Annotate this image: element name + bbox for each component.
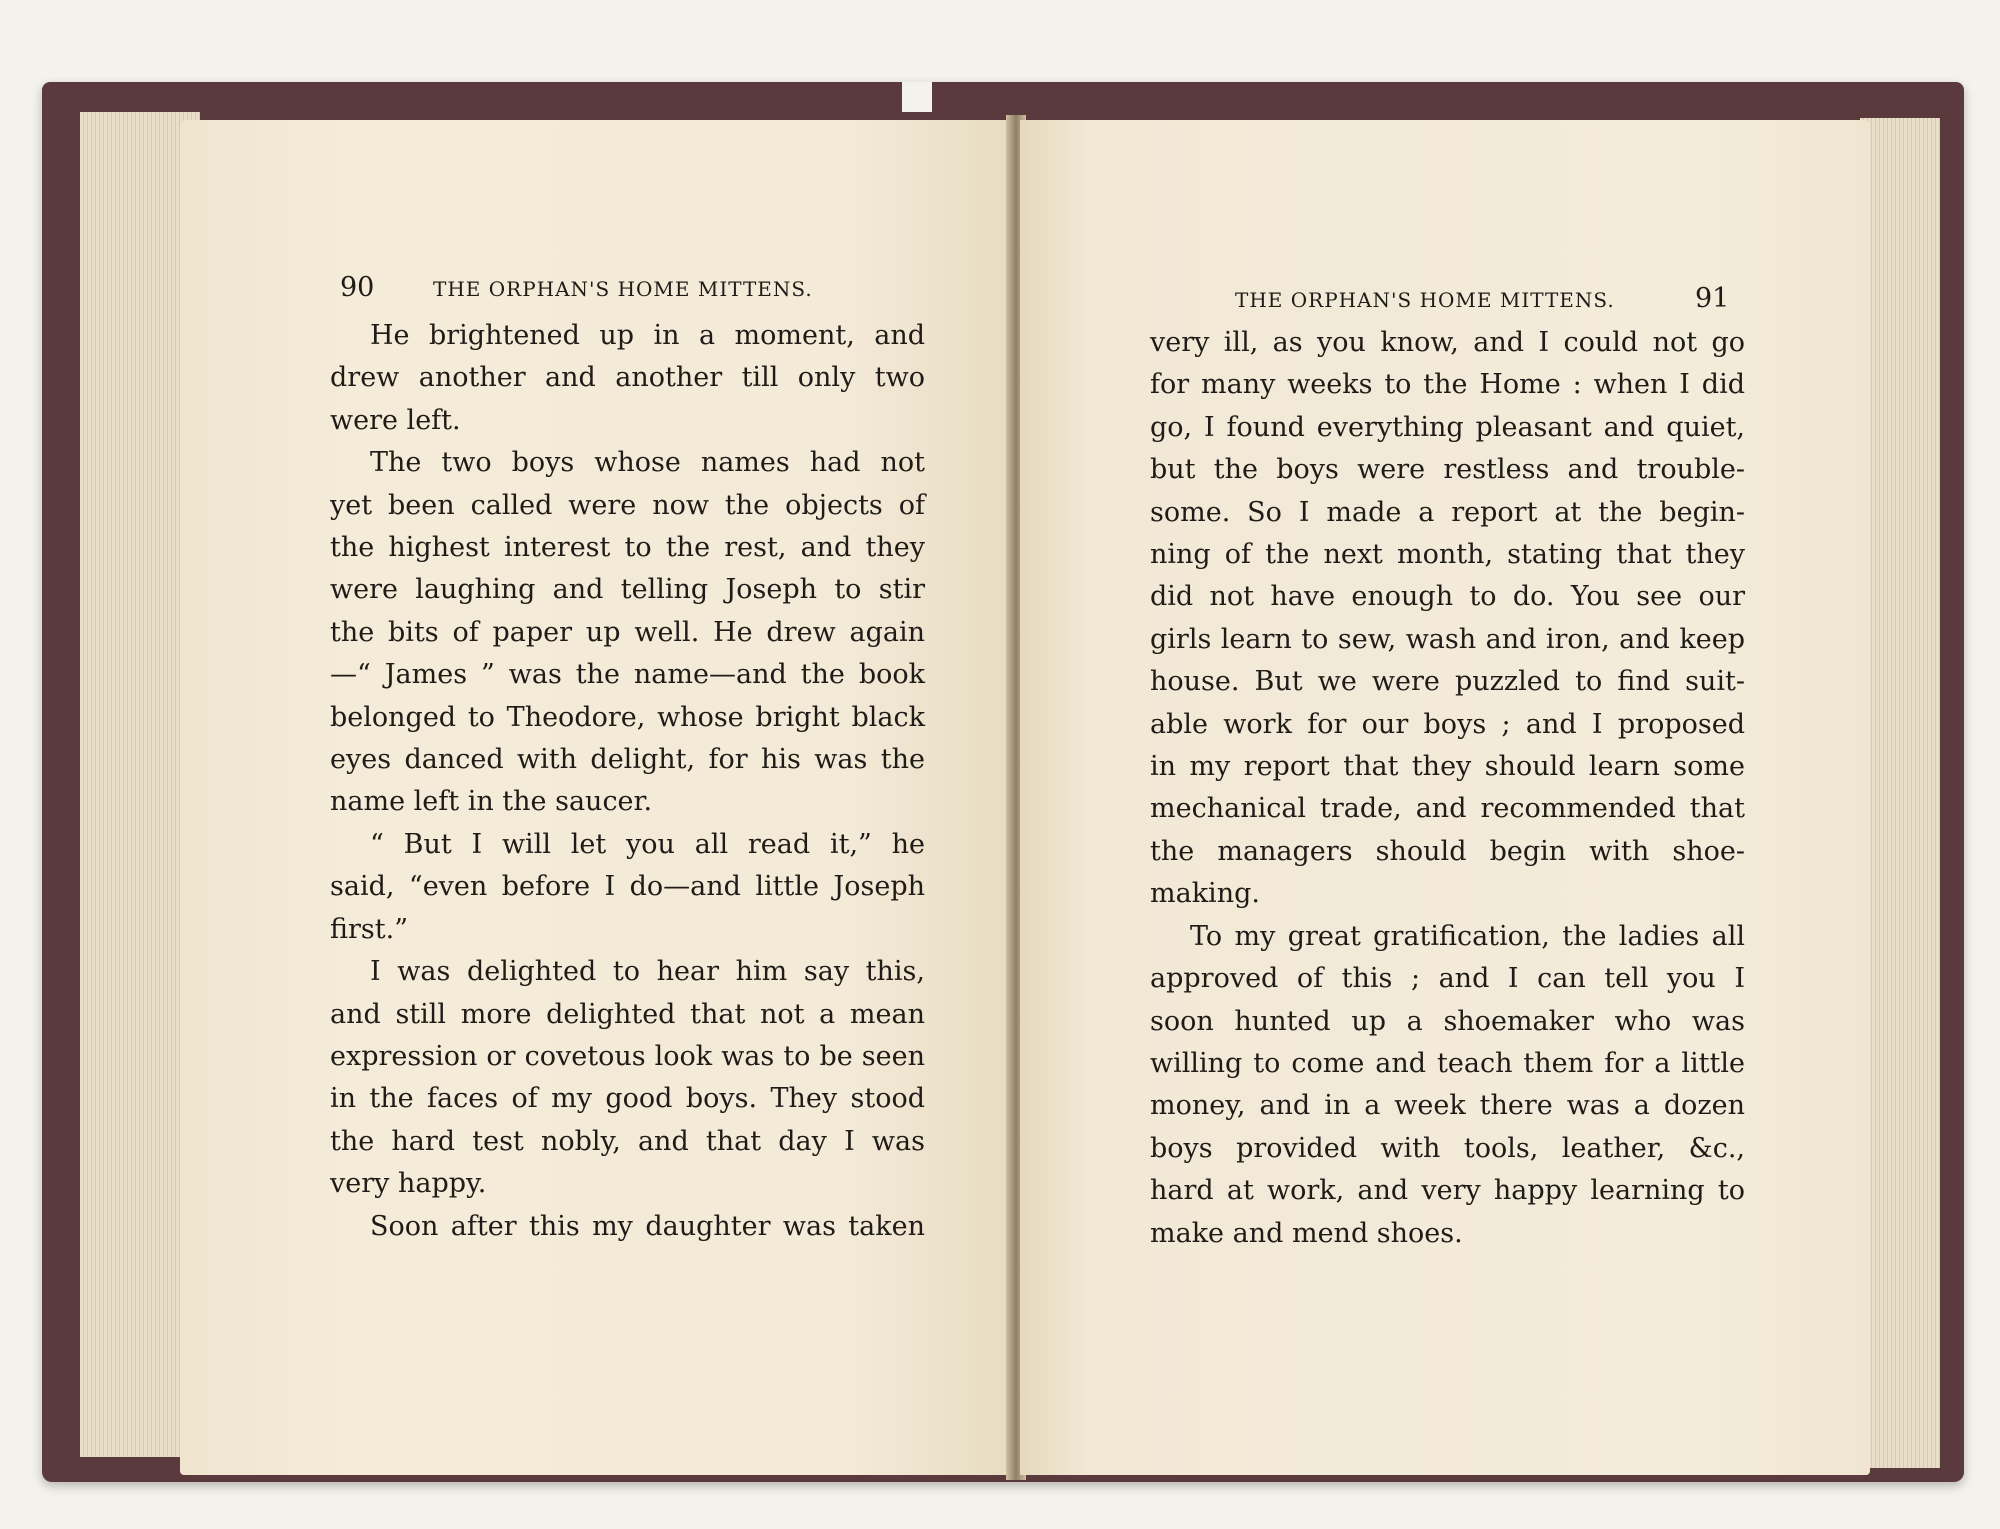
text-line: approved of this ; and I can tell you I <box>1150 963 1745 995</box>
text-line: eyes danced with delight, for his was the <box>330 744 925 776</box>
text-line: go, I found everything pleasant and quiet, <box>1150 411 1745 443</box>
text-line: willing to come and teach them for a little <box>1150 1047 1745 1079</box>
text-line: money, and in a week there was a dozen <box>1150 1090 1745 1122</box>
text-line: able work for our boys ; and I proposed <box>1150 708 1745 740</box>
text-line: I was delighted to hear him say this, <box>370 956 925 988</box>
text-line: girls learn to sew, wash and iron, and keep <box>1150 623 1745 655</box>
text-line: drew another and another till only two <box>330 362 925 394</box>
text-line: very happy. <box>330 1168 487 1200</box>
text-line: were left. <box>330 404 461 436</box>
text-line: for many weeks to the Home : when I did <box>1150 369 1745 401</box>
text-line: and still more delighted that not a mean <box>330 998 925 1030</box>
spine-tear <box>902 82 932 112</box>
right-page-text <box>1150 322 1745 1255</box>
text-line: were laughing and telling Joseph to stir <box>330 574 925 606</box>
text-line: but the boys were restless and trouble- <box>1150 454 1745 486</box>
text-line: boys provided with tools, leather, &c., <box>1150 1132 1745 1164</box>
text-line: the managers should begin with shoe- <box>1150 835 1745 867</box>
text-line: the highest interest to the rest, and they <box>330 532 925 564</box>
text-line: —“ James ” was the name—and the book <box>330 659 925 691</box>
page-number-left: 90 <box>340 272 375 303</box>
text-line: belonged to Theodore, whose bright black <box>330 701 925 733</box>
text-line: expression or covetous look was to be seen <box>330 1040 925 1072</box>
page-number-right: 91 <box>1695 283 1730 314</box>
text-line: in the faces of my good boys. They stood <box>330 1083 925 1115</box>
text-line: very ill, as you know, and I could not go <box>1150 327 1745 358</box>
text-line: He brightened up in a moment, and <box>370 320 925 351</box>
text-line: some. So I made a report at the begin- <box>1150 496 1745 528</box>
text-line: said, “even before I do—and little Joseph <box>330 871 925 903</box>
text-line: house. But we were puzzled to find suit- <box>1150 666 1745 698</box>
text-line: soon hunted up a shoemaker who was <box>1150 1005 1745 1037</box>
running-head-left: THE ORPHAN'S HOME MITTENS. <box>433 277 813 301</box>
text-line: first.” <box>330 913 409 945</box>
text-line: hard at work, and very happy learning to <box>1150 1175 1745 1207</box>
text-line: make and mend shoes. <box>1150 1217 1463 1249</box>
right-page-edges <box>1860 118 1940 1468</box>
right-page <box>1020 120 1870 1475</box>
text-line: making. <box>1150 878 1260 910</box>
text-line: The two boys whose names had not <box>370 447 925 479</box>
text-line: ning of the next month, stating that they <box>1150 539 1745 571</box>
running-head-right: THE ORPHAN'S HOME MITTENS. <box>1235 288 1615 312</box>
text-line: name left in the saucer. <box>330 786 653 818</box>
text-line: yet been called were now the objects of <box>330 489 925 521</box>
text-line: did not have enough to do. You see our <box>1150 581 1745 613</box>
left-page <box>180 120 1010 1475</box>
text-line: the hard test nobly, and that day I was <box>330 1125 925 1157</box>
text-line: Soon after this my daughter was taken <box>370 1210 925 1242</box>
text-line: “ But I will let you all read it,” he <box>370 828 925 860</box>
text-line: the bits of paper up well. He drew again <box>330 616 925 648</box>
text-line: in my report that they should learn some <box>1150 751 1745 783</box>
text-line: To my great gratification, the ladies all <box>1190 920 1745 952</box>
left-page-text <box>330 315 925 1248</box>
text-line: mechanical trade, and recommended that <box>1150 793 1745 825</box>
